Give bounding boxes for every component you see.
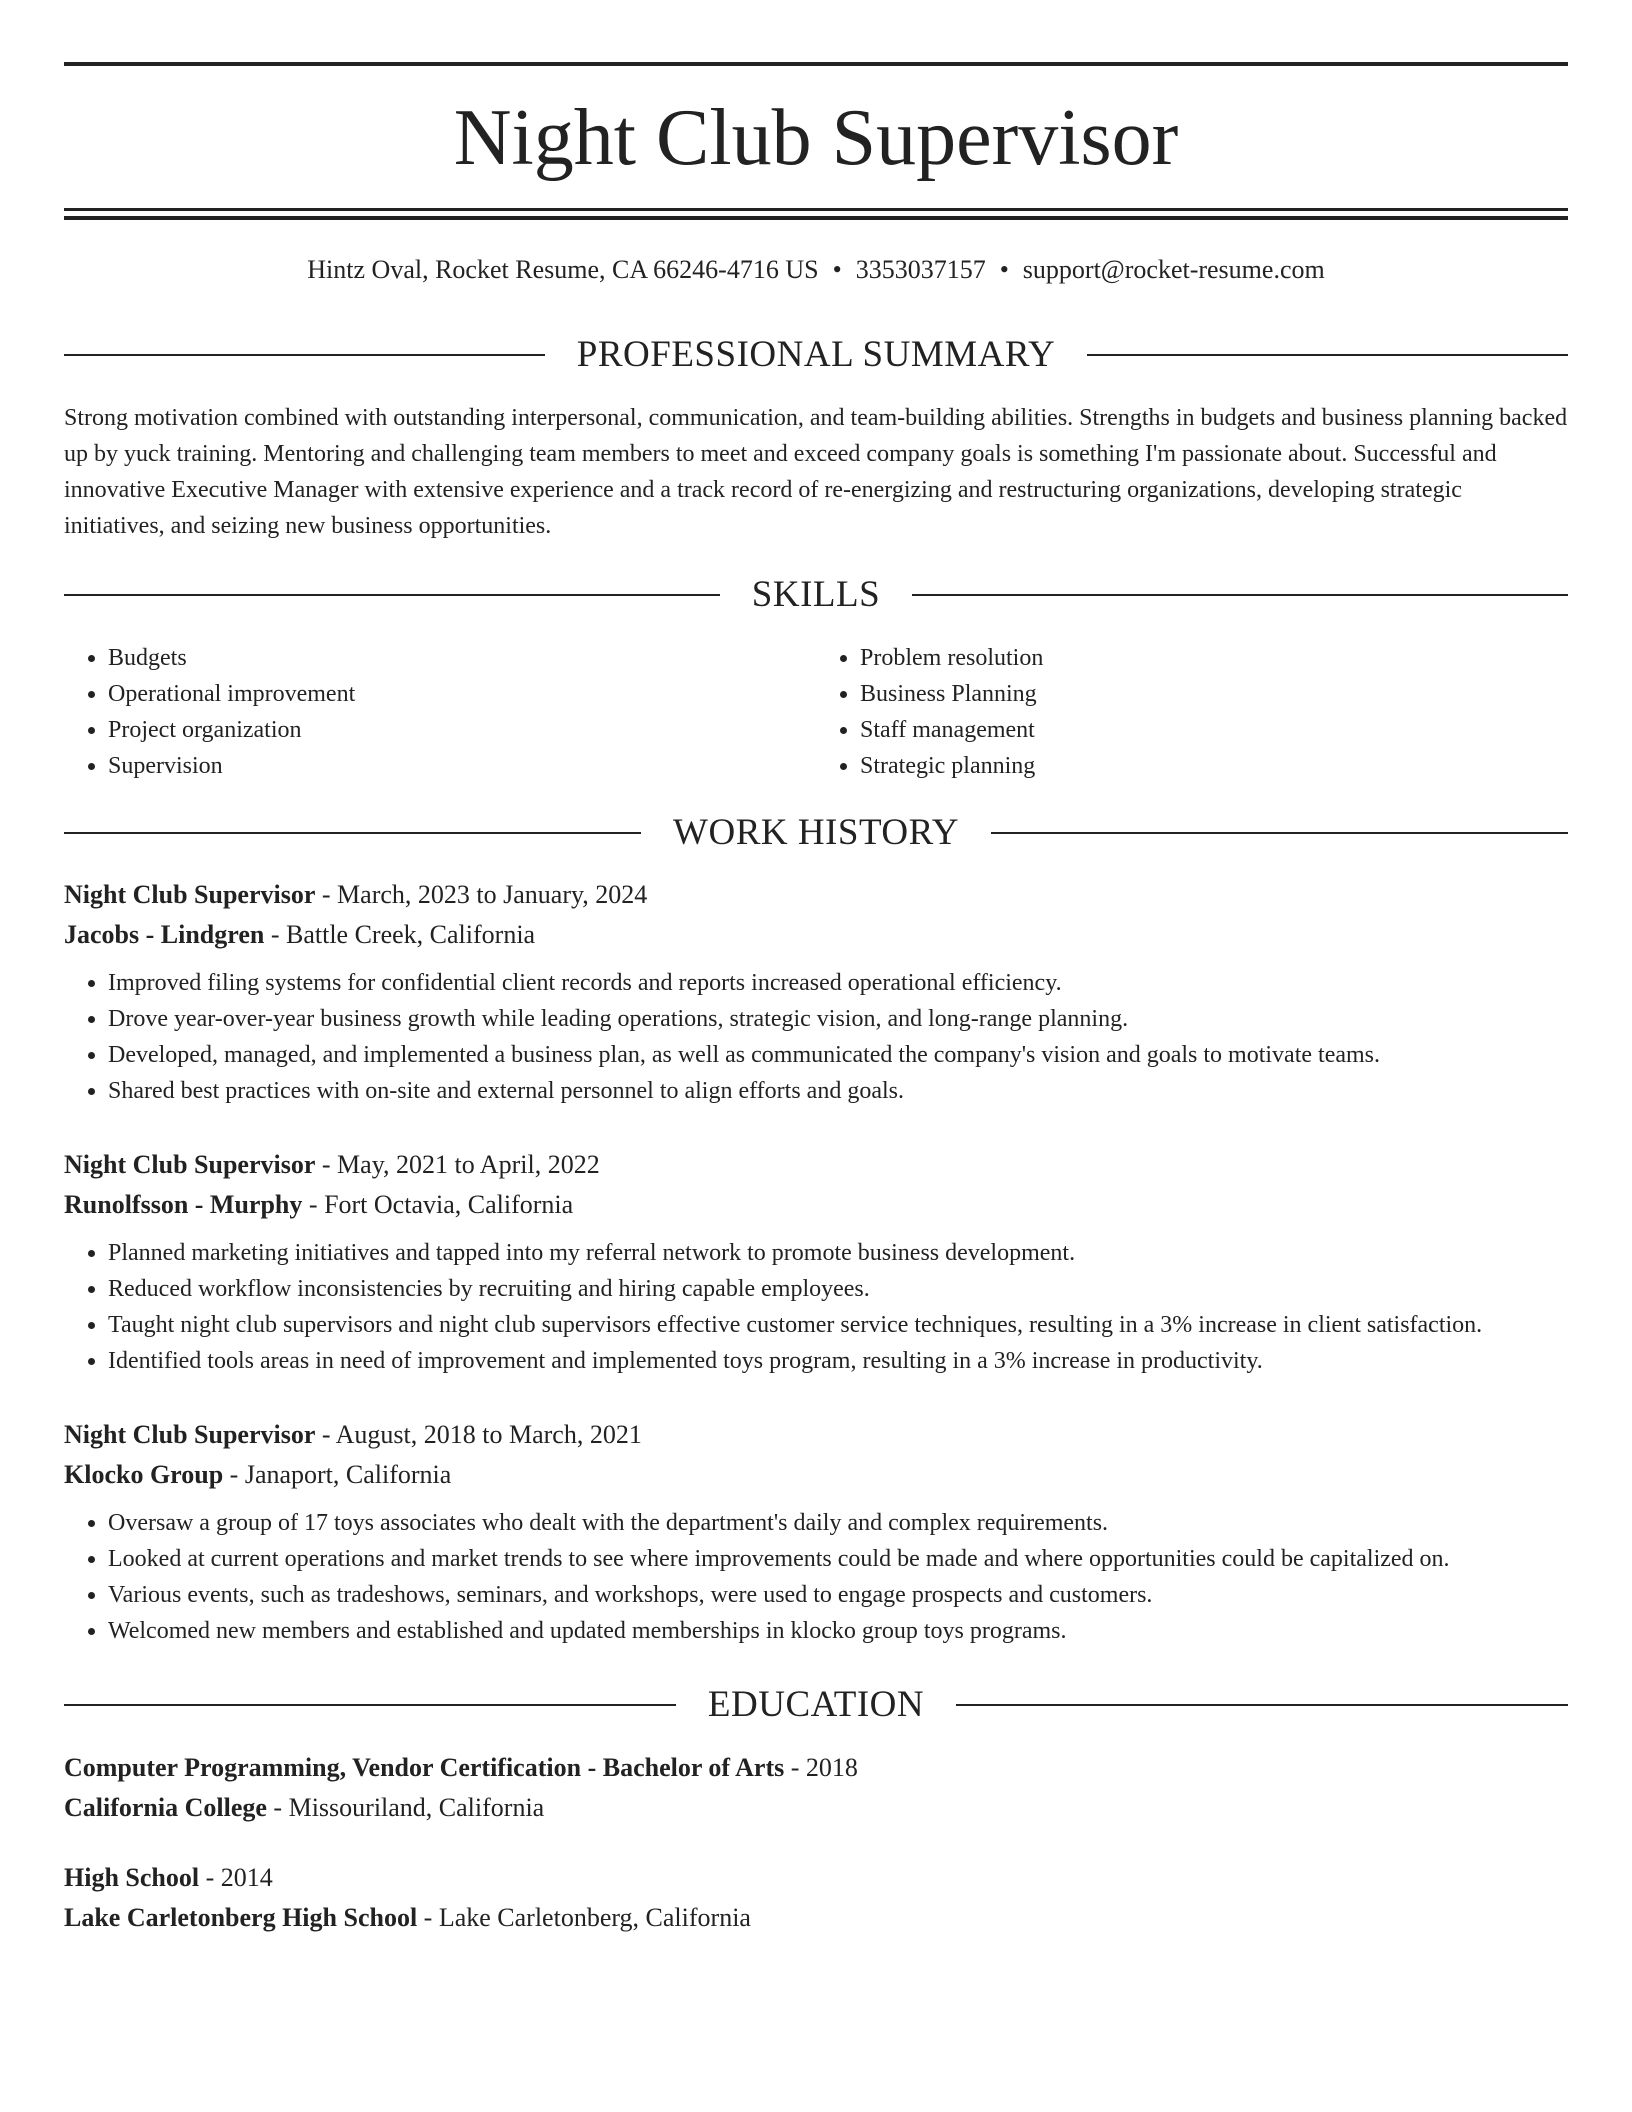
edu-year: - 2018	[784, 1753, 858, 1782]
edu-degree: Computer Programming, Vendor Certification - Bachelor of Arts	[64, 1753, 785, 1782]
edu-school-line	[64, 1788, 1568, 1828]
job-bullet: • Drove year-over-year business growth while leading operations, strategic vision, and long-range planning.	[108, 1001, 1568, 1037]
title-rule-thin	[64, 208, 1568, 211]
edu-location: - Lake Carletonberg, California	[417, 1903, 751, 1932]
job-company-line	[64, 915, 1568, 955]
job-entry	[64, 875, 1568, 1109]
contact-email: support@rocket-resume.com	[1022, 255, 1325, 284]
edu-degree-line	[64, 1858, 1568, 1898]
job-bullet: • Looked at current operations and market trends to see where improvements could be made and where opportunities could be capitalized on.	[108, 1541, 1568, 1577]
job-entry	[64, 1415, 1568, 1649]
job-bullet: • Welcomed new members and established and updated memberships in klocko group toys programs.	[108, 1613, 1568, 1649]
contact-separator: •	[999, 255, 1009, 284]
edu-school: California College	[64, 1793, 267, 1822]
section-rule	[64, 1704, 676, 1706]
job-title-line	[64, 1145, 1568, 1185]
section-rule	[956, 1704, 1568, 1706]
section-header-work	[64, 808, 1568, 858]
section-title: WORK HISTORY	[673, 812, 959, 853]
section-rule	[64, 594, 720, 596]
contact-line	[64, 252, 1568, 288]
edu-location: - Missouriland, California	[266, 1793, 545, 1822]
section-header-skills	[64, 570, 1568, 620]
edu-degree-line	[64, 1748, 1568, 1788]
section-title: SKILLS	[751, 574, 881, 615]
skill-item: • Staff management	[860, 712, 1568, 748]
skills-column-right	[816, 640, 1568, 784]
job-bullet: • Improved filing systems for confidential client records and reports increased operational efficiency.	[108, 965, 1568, 1001]
section-title: PROFESSIONAL SUMMARY	[576, 334, 1056, 375]
edu-degree: High School	[64, 1863, 200, 1892]
section-rule	[64, 354, 545, 356]
job-dates: - August, 2018 to March, 2021	[315, 1420, 642, 1449]
section-title: EDUCATION	[707, 1684, 925, 1725]
education-entry	[64, 1858, 1568, 1938]
job-location: - Battle Creek, California	[264, 920, 536, 949]
job-bullet: • Planned marketing initiatives and tapped into my referral network to promote business development.	[108, 1235, 1568, 1271]
skill-item: • Operational improvement	[108, 676, 816, 712]
job-bullets	[64, 965, 1568, 1109]
contact-address: Hintz Oval, Rocket Resume, CA 66246-4716 US	[307, 255, 819, 284]
job-dates: - May, 2021 to April, 2022	[315, 1150, 600, 1179]
job-bullet: • Oversaw a group of 17 toys associates who dealt with the department's daily and complex requirements.	[108, 1505, 1568, 1541]
job-location: - Fort Octavia, California	[302, 1190, 574, 1219]
job-bullet: • Developed, managed, and implemented a business plan, as well as communicated the company's vision and goals to motivate teams.	[108, 1037, 1568, 1073]
skill-item: • Strategic planning	[860, 748, 1568, 784]
skill-item: • Business Planning	[860, 676, 1568, 712]
contact-separator: •	[832, 255, 842, 284]
summary-text: Strong motivation combined with outstanding interpersonal, communication, and team-building abilities. Strengths in budgets and business planning backed up by yuck training. Mentoring and challenging team members to meet and exceed company goals is something I'm passionate about. Successful and innovative Executive Manager with extensive experience and a track record of re-energizing and restructuring organizations, developing strategic initiatives, and seizing new business opportunities.	[64, 405, 1568, 539]
skill-item: • Supervision	[108, 748, 816, 784]
job-company-line	[64, 1185, 1568, 1225]
edu-school-line	[64, 1898, 1568, 1938]
job-dates: - March, 2023 to January, 2024	[315, 880, 648, 909]
skills-column-left	[64, 640, 816, 784]
section-header-summary	[64, 330, 1568, 380]
job-title-line	[64, 875, 1568, 915]
education-entry	[64, 1748, 1568, 1828]
edu-school: Lake Carletonberg High School	[64, 1903, 418, 1932]
section-rule	[64, 832, 641, 834]
section-rule	[1087, 354, 1568, 356]
job-title: Night Club Supervisor	[64, 880, 316, 909]
job-entry	[64, 1145, 1568, 1379]
title-rule-thick	[64, 216, 1568, 220]
job-company-line	[64, 1455, 1568, 1495]
job-bullet: • Shared best practices with on-site and external personnel to align efforts and goals.	[108, 1073, 1568, 1109]
job-company: Runolfsson - Murphy	[64, 1190, 303, 1219]
contact-phone: 3353037157	[855, 255, 986, 284]
job-bullet: • Reduced workflow inconsistencies by recruiting and hiring capable employees.	[108, 1271, 1568, 1307]
skill-item: • Project organization	[108, 712, 816, 748]
resume-title: Night Club Supervisor	[453, 94, 1179, 182]
skill-item: • Problem resolution	[860, 640, 1568, 676]
section-header-education	[64, 1680, 1568, 1730]
job-title: Night Club Supervisor	[64, 1150, 316, 1179]
job-bullet: • Taught night club supervisors and night club supervisors effective customer service techniques, resulting in a 3% increase in client satisfaction.	[108, 1307, 1568, 1343]
job-bullets	[64, 1235, 1568, 1379]
job-bullet: • Various events, such as tradeshows, seminars, and workshops, were used to engage prospects and customers.	[108, 1577, 1568, 1613]
skill-item: • Budgets	[108, 640, 816, 676]
skills-grid	[64, 640, 1568, 784]
job-bullet: • Identified tools areas in need of improvement and implemented toys program, resulting in a 3% increase in productivity.	[108, 1343, 1568, 1379]
job-company: Jacobs - Lindgren	[64, 920, 265, 949]
job-bullets	[64, 1505, 1568, 1649]
job-title: Night Club Supervisor	[64, 1420, 316, 1449]
top-rule	[64, 62, 1568, 66]
job-company: Klocko Group	[64, 1460, 224, 1489]
section-rule	[912, 594, 1568, 596]
section-rule	[991, 832, 1568, 834]
job-title-line	[64, 1415, 1568, 1455]
job-location: - Janaport, California	[223, 1460, 452, 1489]
edu-year: - 2014	[199, 1863, 273, 1892]
